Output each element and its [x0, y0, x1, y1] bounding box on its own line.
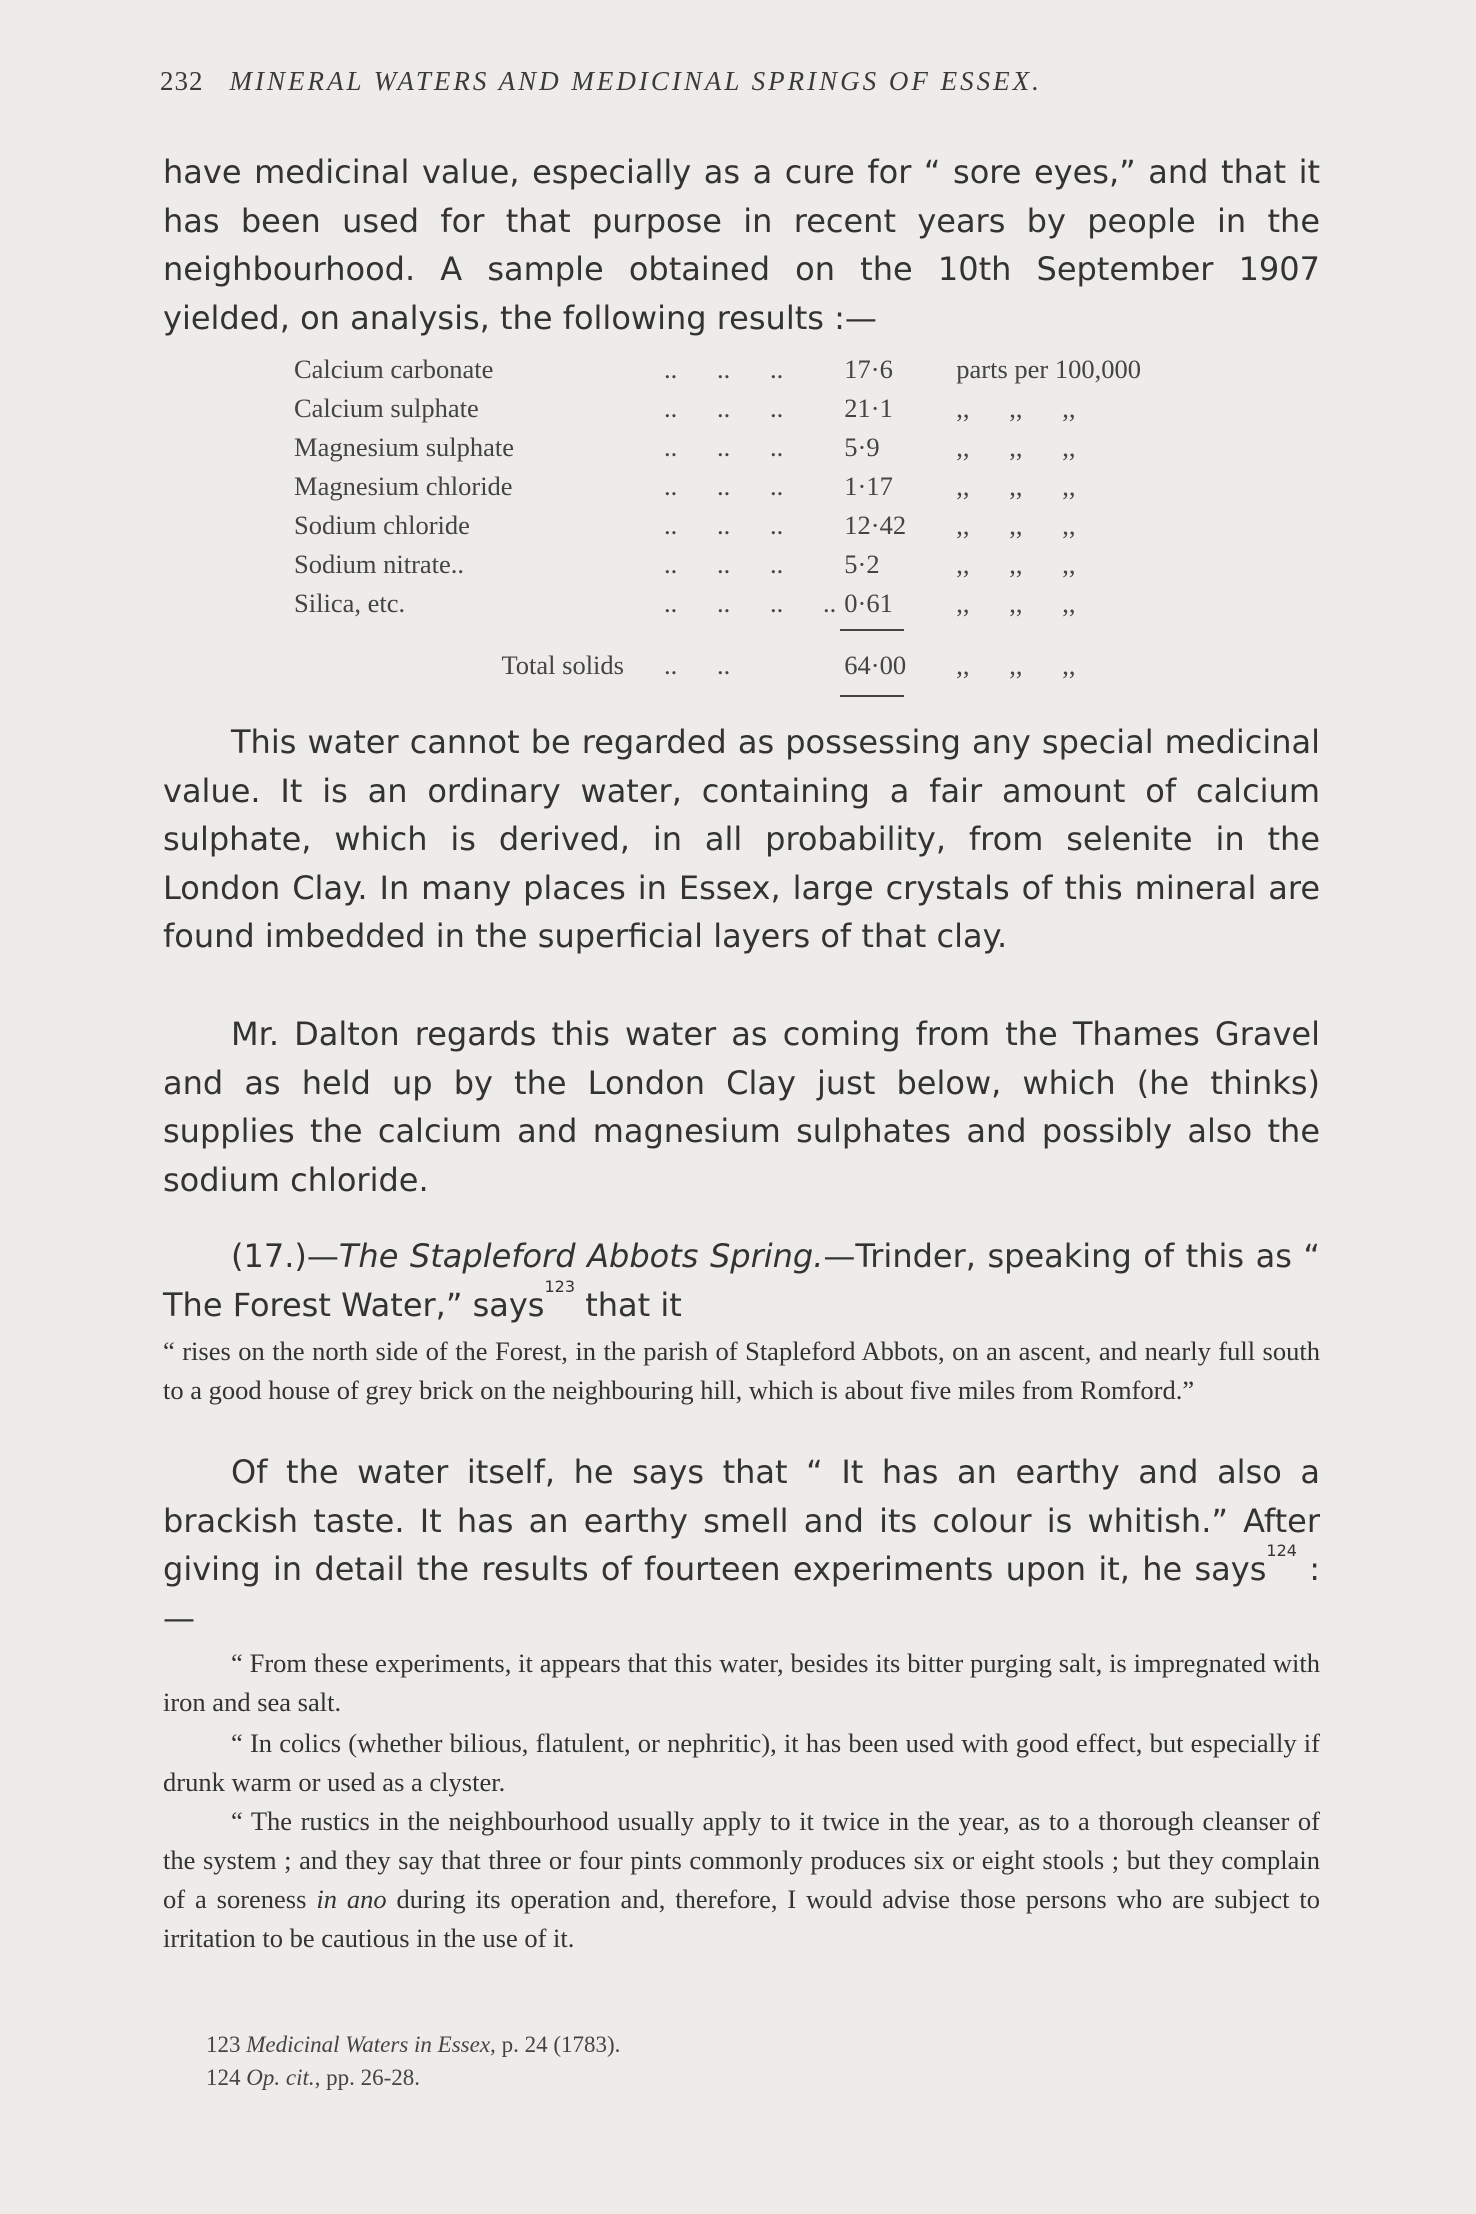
analysis-row — [294, 350, 1166, 389]
analysis-row — [294, 506, 1166, 545]
page-number: 232 — [160, 66, 204, 96]
constituent-unit: ,, ,, ,, — [956, 432, 1076, 462]
constituent-name: Silica, etc. — [294, 588, 406, 618]
leader-dots: .. .. .. — [664, 393, 784, 423]
constituent-unit: parts per 100,000 — [956, 354, 1141, 384]
rustics-text-end: during its operation and, therefore, I would advise those persons who are subject to irritation to be cautious in the use of it. — [163, 1884, 1320, 1953]
constituent-unit: ,, ,, ,, — [956, 549, 1076, 579]
rustics-italic: in ano — [316, 1884, 387, 1914]
total-rule-top — [840, 629, 904, 631]
paragraph-stapleford — [163, 1232, 1320, 1329]
section-title: The Stapleford Abbots Spring. — [338, 1237, 824, 1275]
water-itself-end: :— — [163, 1550, 1321, 1637]
quote-colics: “ In colics (whether bilious, flatulent, or nephritic), it has been used with good effect, but especially if drunk warm or used as a clyster. — [163, 1728, 1320, 1797]
constituent-unit: ,, ,, ,, — [956, 588, 1076, 618]
analysis-row — [294, 467, 1166, 506]
footnote-number: 124 — [206, 2065, 241, 2090]
constituent-value: 12·42 — [844, 510, 907, 540]
quote-rises: “ rises on the north side of the Forest, in the parish of Stapleford Abbots, on an ascent, and nearly full south to a good house of grey brick on the neighbouring hill, which is about five miles from Romford.” — [163, 1336, 1320, 1405]
paragraph-not-special: This water cannot be regarded as possessing any special medicinal value. It is an ordinary water, containing a fair amount of calcium sulphate, which is derived, in all probability, from selenite in the London Clay. In many places in Essex, large crystals of this mineral are found imbedded in the superficial layers of that clay. — [163, 723, 1320, 955]
paragraph-water-itself — [163, 1448, 1320, 1642]
leader-dots: .. .. .. — [664, 510, 784, 540]
total-value: 64·00 — [836, 623, 956, 707]
quote-rustics — [163, 1802, 1320, 1958]
total-rule-bottom — [840, 695, 904, 697]
water-itself-text: Of the water itself, he says that “ It has an earthy and also a brackish taste. It has an earthy smell and its colour is whitish.” After giving in detail the results of fourteen experiments upon it, he says — [163, 1453, 1320, 1588]
section-number: (17.)— — [231, 1237, 339, 1275]
constituent-value: 17·6 — [844, 354, 893, 384]
running-title: MINERAL WATERS AND MEDICINAL SPRINGS OF ESSEX. — [229, 66, 1042, 96]
footnote-ref-123: 123 — [544, 1276, 576, 1296]
analysis-row — [294, 545, 1166, 584]
constituent-unit: ,, ,, ,, — [956, 510, 1076, 540]
footnote-rest: pp. 26-28. — [320, 2065, 421, 2090]
constituent-name: Calcium sulphate — [294, 393, 479, 423]
constituent-value: 0·61 — [844, 588, 893, 618]
footnote-rest: p. 24 (1783). — [495, 2032, 621, 2057]
footnote-ref-124: 124 — [1266, 1541, 1297, 1560]
leader-dots: .. .. .. — [664, 549, 784, 579]
leader-dots: .. .. .. — [664, 354, 784, 384]
intro-paragraph: have medicinal value, especially as a cure for “ sore eyes,” and that it has been used for that purpose in recent years by people in the neighbourhood. A sample obtained on the 10th September 1907 yielded, on analysis, the following results :— — [163, 153, 1320, 337]
leader-dots: .. .. .. — [664, 432, 784, 462]
analysis-table — [294, 350, 1166, 707]
constituent-name: Magnesium chloride — [294, 471, 513, 501]
leader-dots: .. .. — [664, 649, 731, 680]
analysis-row — [294, 389, 1166, 428]
analysis-total-row — [294, 623, 1166, 707]
paragraph-dalton: Mr. Dalton regards this water as coming from the Thames Gravel and as held up by the London Clay just below, which (he thinks) supplies the calcium and magnesium sulphates and possibly also the sodium chloride. — [163, 1015, 1320, 1199]
footnote-title: Medicinal Waters in Essex, — [246, 2032, 496, 2057]
constituent-unit: ,, ,, ,, — [956, 393, 1076, 423]
constituent-value: 1·17 — [844, 471, 893, 501]
footnotes — [206, 2032, 620, 2098]
footnote-title: Op. cit., — [246, 2065, 321, 2090]
running-header — [160, 66, 1220, 97]
analysis-row — [294, 428, 1166, 467]
rustics-text: “ The rustics in the neighbourhood usually apply to it twice in the year, as to a thorough cleanser of the system ; and they say that three or four pints commonly produces six or eight stools ; but they complain of a soreness — [163, 1806, 1320, 1914]
constituent-name: Magnesium sulphate — [294, 432, 515, 462]
leader-dots: .. .. .. .. — [664, 588, 837, 618]
quote-experiments: “ From these experiments, it appears that this water, besides its bitter purging salt, is impregnated with iron and sea salt. — [163, 1648, 1320, 1717]
section-text: —Trinder, speaking of this as “ The Forest Water,” says — [163, 1237, 1321, 1324]
constituent-value: 21·1 — [844, 393, 893, 423]
footnote-123 — [206, 2032, 620, 2065]
constituent-value: 5·2 — [844, 549, 880, 579]
leader-dots: .. .. .. — [664, 471, 784, 501]
constituent-name: Sodium chloride — [294, 510, 470, 540]
analysis-row — [294, 584, 1166, 623]
constituent-unit: ,, ,, ,, — [956, 471, 1076, 501]
total-unit: ,, ,, ,, — [956, 649, 1076, 680]
footnote-number: 123 — [206, 2032, 241, 2057]
footnote-124 — [206, 2065, 620, 2098]
total-label: Total solids — [501, 649, 624, 680]
constituent-name: Sodium nitrate.. — [294, 549, 465, 579]
constituent-name: Calcium carbonate — [294, 354, 494, 384]
section-text-end: that it — [575, 1285, 682, 1324]
constituent-value: 5·9 — [844, 432, 880, 462]
